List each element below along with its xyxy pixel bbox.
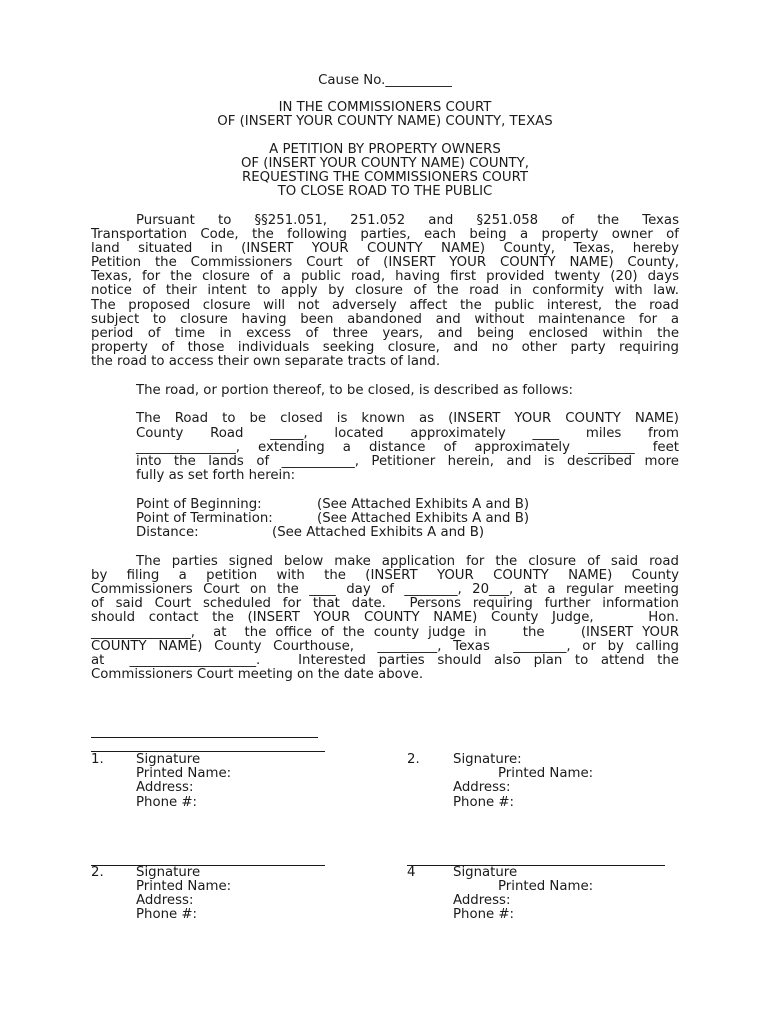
para1-line: Pursuant to §§251.051, 251.052 and §251.058 of the Texas bbox=[136, 213, 679, 228]
printed-name-label: Printed Name: bbox=[498, 879, 594, 894]
phone-label: Phone #: bbox=[136, 795, 198, 810]
point-of-beginning-value: (See Attached Exhibits A and B) bbox=[317, 497, 530, 512]
para4-line: Commissioners Court on the ____ day of ________, 20___, at a regular meeting bbox=[91, 582, 679, 597]
signer-number: 2. bbox=[91, 865, 104, 880]
para3-line: County Road _____, located approximately ____ miles from bbox=[136, 426, 679, 441]
printed-name-label: Printed Name: bbox=[136, 879, 232, 894]
petition-title-line-2: OF (INSERT YOUR COUNTY NAME) COUNTY, bbox=[240, 156, 530, 171]
signature-label: Signature bbox=[453, 865, 518, 880]
signature-line bbox=[91, 737, 318, 738]
signature-label: Signature bbox=[136, 752, 201, 767]
para1-line: Texas, for the closure of a public road, having first provided twenty (20) days bbox=[91, 269, 679, 284]
address-label: Address: bbox=[136, 780, 194, 795]
para4-line: Commissioners Court meeting on the date above. bbox=[91, 667, 424, 682]
distance-label: Distance: bbox=[136, 525, 199, 540]
printed-name-label: Printed Name: bbox=[136, 766, 232, 781]
signature-line bbox=[91, 865, 325, 866]
signature-label: Signature: bbox=[453, 752, 522, 767]
para4-line: by filing a petition with the (INSERT YOUR COUNTY NAME) County bbox=[91, 568, 679, 583]
phone-label: Phone #: bbox=[453, 907, 515, 922]
phone-label: Phone #: bbox=[453, 795, 515, 810]
para4-line: should contact the (INSERT YOUR COUNTY NAME) County Judge, Hon. bbox=[91, 610, 679, 625]
para3-line: _______________, extending a distance of approximately _______ feet bbox=[136, 440, 679, 455]
para1-line: the road to access their own separate tracts of land. bbox=[91, 354, 441, 369]
para1-line: property of those individuals seeking closure, and no other party requiring bbox=[91, 340, 679, 355]
distance-value: (See Attached Exhibits A and B) bbox=[272, 525, 485, 540]
para3-line: fully as set forth herein: bbox=[136, 468, 296, 483]
signer-number: 1. bbox=[91, 752, 104, 767]
para1-line: Transportation Code, the following parties, each being a property owner of bbox=[91, 227, 679, 242]
cause-number: Cause No.__________ bbox=[318, 73, 452, 88]
para4-line: The parties signed below make application for the closure of said road bbox=[136, 554, 679, 569]
para1-line: period of time in excess of three years, and being enclosed within the bbox=[91, 326, 679, 341]
point-of-beginning-label: Point of Beginning: bbox=[136, 497, 262, 512]
para1-line: subject to closure having been abandoned and without maintenance for a bbox=[91, 312, 679, 327]
para4-line: at ___________________. Interested parties should also plan to attend the bbox=[91, 653, 679, 668]
para4-line: of said Court scheduled for that date. Persons requiring further information bbox=[91, 596, 679, 611]
para1-line: Petition the Commissioners Court of (INSERT YOUR COUNTY NAME) County, bbox=[91, 255, 679, 270]
signer-number: 4 bbox=[407, 865, 416, 880]
para3-line: into the lands of ___________, Petitioner herein, and is described more bbox=[136, 454, 679, 469]
address-label: Address: bbox=[453, 893, 511, 908]
point-of-termination-label: Point of Termination: bbox=[136, 511, 273, 526]
court-heading-line-2: OF (INSERT YOUR COUNTY NAME) COUNTY, TEXAS bbox=[217, 114, 553, 129]
para4-line: _______________, at the office of the county judge in the (INSERT YOUR bbox=[91, 625, 679, 640]
signature-line bbox=[91, 751, 325, 752]
para1-line: notice of their intent to apply by closure of the road in conformity with law. bbox=[91, 283, 679, 298]
point-of-termination-value: (See Attached Exhibits A and B) bbox=[317, 511, 530, 526]
court-heading-line-1: IN THE COMMISSIONERS COURT bbox=[278, 100, 492, 115]
para3-line: The Road to be closed is known as (INSERT YOUR COUNTY NAME) bbox=[136, 411, 679, 426]
signer-number: 2. bbox=[407, 752, 420, 767]
address-label: Address: bbox=[453, 780, 511, 795]
para4-line: COUNTY NAME) County Courthouse, _________, Texas ________, or by calling bbox=[91, 639, 679, 654]
para1-line: land situated in (INSERT YOUR COUNTY NAME) County, Texas, hereby bbox=[91, 241, 679, 256]
printed-name-label: Printed Name: bbox=[498, 766, 594, 781]
phone-label: Phone #: bbox=[136, 907, 198, 922]
signature-line bbox=[407, 865, 665, 866]
signature-label: Signature bbox=[136, 865, 201, 880]
petition-title-line-4: TO CLOSE ROAD TO THE PUBLIC bbox=[277, 184, 493, 199]
para1-line: The proposed closure will not adversely affect the public interest, the road bbox=[91, 298, 679, 313]
petition-title-line-3: REQUESTING THE COMMISSIONERS COURT bbox=[242, 170, 528, 185]
petition-title-line-1: A PETITION BY PROPERTY OWNERS bbox=[269, 142, 501, 157]
address-label: Address: bbox=[136, 893, 194, 908]
road-description-intro: The road, or portion thereof, to be closed, is described as follows: bbox=[136, 383, 573, 398]
